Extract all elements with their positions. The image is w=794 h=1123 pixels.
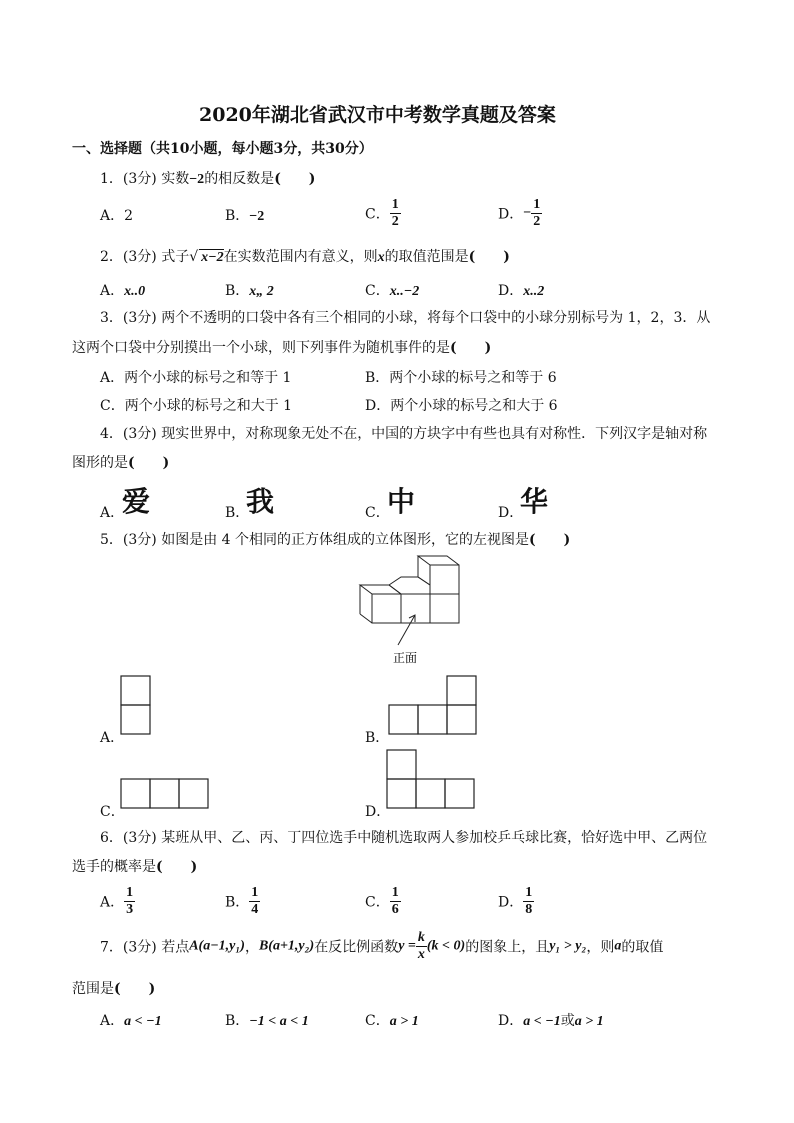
fraction: $\frac{1}{2}$ <box>533 197 541 229</box>
question-4-line2: 图形的是( ) <box>72 455 170 471</box>
q3-option-a: A．两个小球的标号之和等于 1 <box>100 370 292 386</box>
q3-option-d: D．两个小球的标号之和大于 6 <box>365 398 558 414</box>
fraction: $\frac{k}{x}$ <box>417 930 425 962</box>
q5-view-b <box>388 675 480 737</box>
fraction: $\frac{1}{8}$ <box>525 885 533 917</box>
q1-number: −2 <box>189 172 205 187</box>
q5-option-d: D． <box>365 804 391 820</box>
q4-option-a: A． <box>100 505 125 521</box>
q6-option-a: A． $\frac{1}{3}$ <box>100 885 134 917</box>
q7-option-c: C．a > 1 <box>365 1013 419 1029</box>
q1-option-d: D．− $\frac{1}{2}$ <box>498 197 541 229</box>
question-3-line2: 这两个口袋中分别摸出一个小球，则下列事件为随机事件的是( ) <box>72 340 492 356</box>
q5-view-d <box>386 749 478 811</box>
q6-option-c: C． $\frac{1}{6}$ <box>365 885 399 917</box>
q1-suffix: 的相反数是 <box>204 171 275 187</box>
fraction: $\frac{1}{2}$ <box>391 197 399 229</box>
q4-char-c: 中 <box>387 485 416 518</box>
question-1 <box>100 168 315 188</box>
front-label: 正面 <box>393 651 418 665</box>
question-7-line1: 7．(3分) 若点A(a−1,y₁)，B(a+1,y₂)在反比例函数y = $\frac{k}{x}$ (k < 0)的图象上，且y₁ > y₂，则a的取值 <box>100 930 664 962</box>
question-5: 5．(3分) 如图是由 4 个相同的正方体组成的立体图形，它的左视图是( ) <box>100 532 571 548</box>
q4-char-d: 华 <box>520 485 549 518</box>
q1-prefix: 1．(3分) 实数 <box>100 171 190 187</box>
question-3-line1: 3．(3分) 两个不透明的口袋中各有三个相同的小球，将每个口袋中的小球分别标号为 1，2，3．从 <box>100 310 711 326</box>
q1-blank: ( ) <box>274 171 316 187</box>
radicand: x−2 <box>201 250 224 265</box>
q3-option-c: C．两个小球的标号之和大于 1 <box>100 398 293 414</box>
q4-option-d: D． <box>498 505 524 521</box>
question-4-line1: 4．(3分) 现实世界中，对称现象无处不在，中国的方块字中有些也具有对称性．下列汉字是轴对称 <box>100 426 708 442</box>
q6-option-d: D． $\frac{1}{8}$ <box>498 885 533 917</box>
q7-option-b: B．−1 < a < 1 <box>225 1013 309 1029</box>
q6-option-b: B． $\frac{1}{4}$ <box>225 885 259 917</box>
q2-option-a: A．x..0 <box>100 283 146 299</box>
q4-char-a: 爱 <box>122 485 151 518</box>
question-6-line2: 选手的概率是( ) <box>72 859 198 875</box>
q2-option-d: D．x..2 <box>498 283 545 299</box>
q3-option-b: B．两个小球的标号之和等于 6 <box>365 370 557 386</box>
q4-option-b: B． <box>225 505 250 521</box>
fraction: $\frac{1}{6}$ <box>391 885 399 917</box>
q5-option-b: B． <box>365 730 390 746</box>
section-heading: 一、选择题（共10小题，每小题3分，共30分） <box>72 141 373 157</box>
q5-option-c: C． <box>100 804 125 820</box>
q1-option-a: A．2 <box>100 208 134 224</box>
fraction: $\frac{1}{4}$ <box>251 885 259 917</box>
sqrt-icon: √ <box>189 249 199 265</box>
cube-figure <box>355 555 475 665</box>
q7-option-a: A．a < −1 <box>100 1013 162 1029</box>
q5-option-a: A． <box>100 730 125 746</box>
page-title: 2020年湖北省武汉市中考数学真题及答案 <box>199 104 556 126</box>
question-2: 2．(3分) 式子√ x−2在实数范围内有意义，则x的取值范围是( ) <box>100 249 510 265</box>
q7-option-d: D．a < −1或a > 1 <box>498 1013 604 1029</box>
fraction: $\frac{1}{3}$ <box>126 885 134 917</box>
q2-option-c: C．x..−2 <box>365 283 420 299</box>
q1-option-b: B．−2 <box>225 208 265 224</box>
q5-view-c <box>120 778 212 812</box>
q5-view-a <box>120 675 152 737</box>
q4-option-c: C． <box>365 505 390 521</box>
q2-option-b: B．x„ 2 <box>225 283 274 299</box>
question-7-line2: 范围是( ) <box>72 981 156 997</box>
q1-option-c: C． $\frac{1}{2}$ <box>365 197 399 229</box>
question-6-line1: 6．(3分) 某班从甲、乙、丙、丁四位选手中随机选取两人参加校乒乓球比赛，恰好选中甲、乙两位 <box>100 830 708 846</box>
q4-char-b: 我 <box>246 485 275 518</box>
